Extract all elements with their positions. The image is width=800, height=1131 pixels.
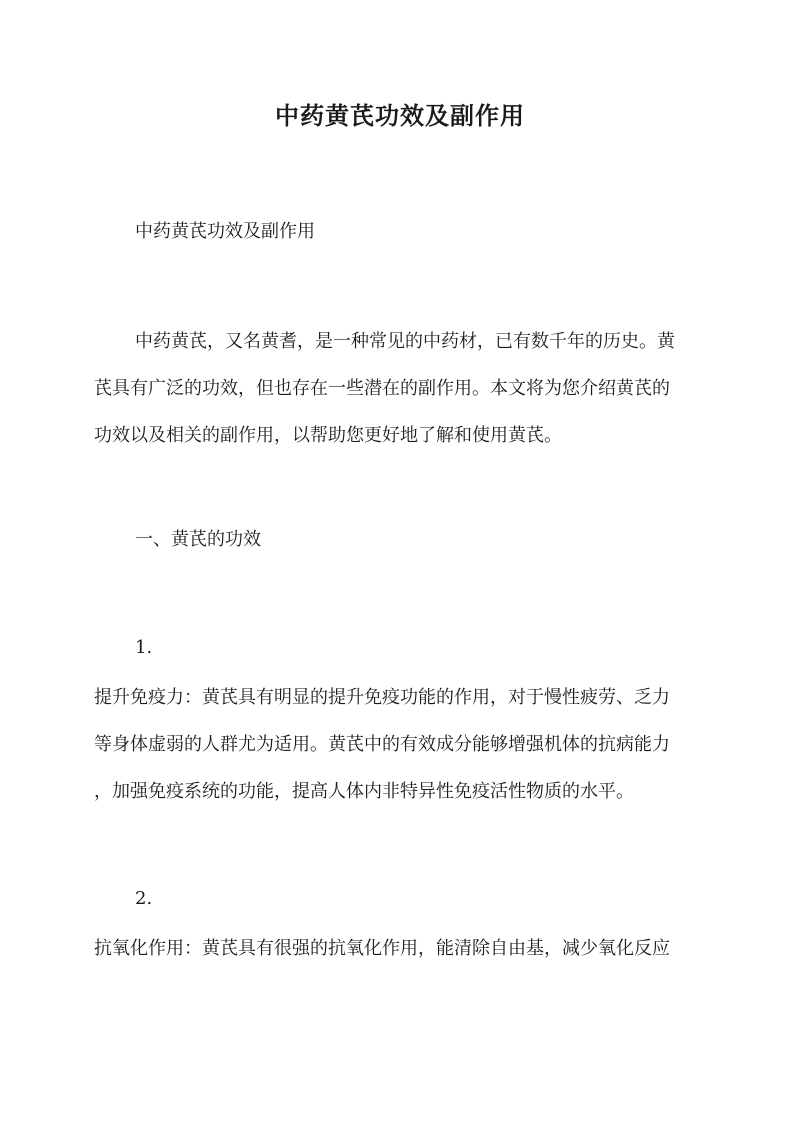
intro-line: 中药黄芪，又名黄耆，是一种常见的中药材，已有数千年的历史。黄: [135, 331, 675, 352]
intro-paragraph: [94, 318, 706, 459]
section-heading: 一、黄芪的功效: [135, 529, 261, 550]
item-paragraph: [94, 925, 706, 972]
intro-line: 功效以及相关的副作用，以帮助您更好地了解和使用黄芪。: [94, 425, 562, 446]
item-line: 抗氧化作用：黄芪具有很强的抗氧化作用，能清除自由基，减少氧化反应: [94, 938, 670, 959]
item-number: 1.: [135, 637, 153, 658]
intro-line: 芪具有广泛的功效，但也存在一些潜在的副作用。本文将为您介绍黄芪的: [94, 378, 670, 399]
item-number: 2.: [135, 888, 153, 909]
document-title: 中药黄芪功效及副作用: [275, 101, 525, 130]
item-line: 提升免疫力：黄芪具有明显的提升免疫功能的作用，对于慢性疲劳、乏力: [94, 687, 670, 708]
document-subtitle: 中药黄芪功效及副作用: [135, 221, 315, 242]
item-line: ，加强免疫系统的功能，提高人体内非特异性免疫活性物质的水平。: [94, 781, 634, 802]
item-paragraph: [94, 674, 706, 815]
item-line: 等身体虚弱的人群尤为适用。黄芪中的有效成分能够增强机体的抗病能力: [94, 734, 670, 755]
